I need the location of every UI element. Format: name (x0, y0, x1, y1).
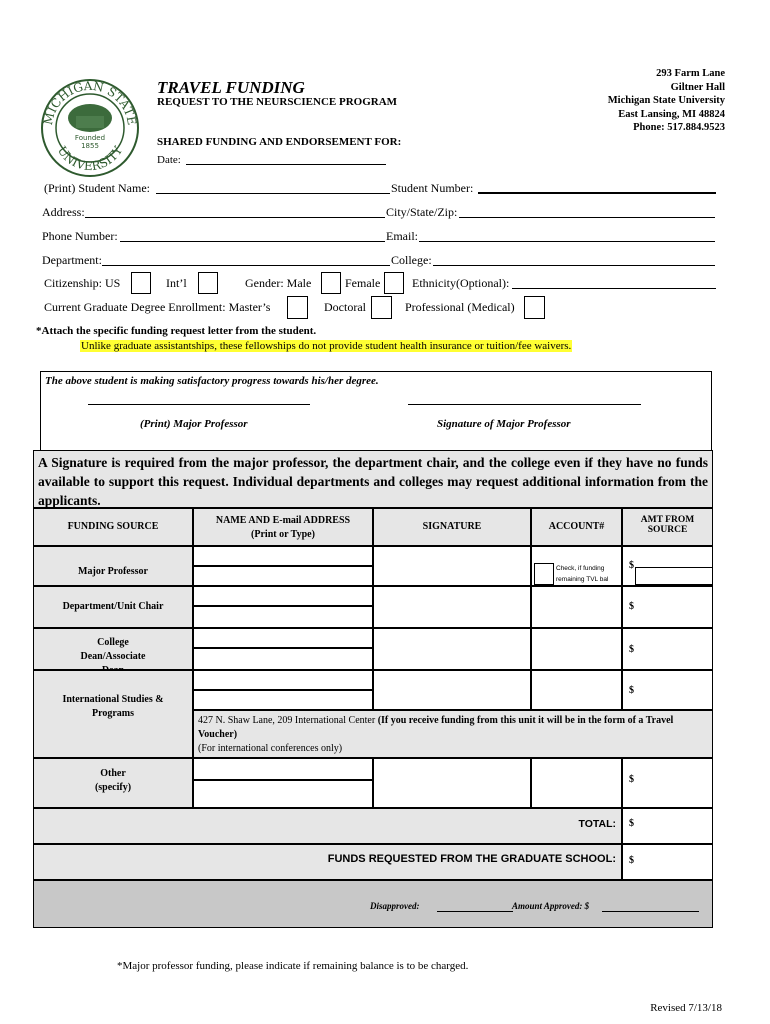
header-name-text: NAME AND E-mail ADDRESS (215, 515, 351, 526)
gender-male-checkbox[interactable] (321, 272, 341, 294)
major-account-cell (531, 546, 622, 586)
address-line: East Lansing, MI 48824 (618, 108, 725, 120)
intl-signature-field[interactable] (373, 670, 531, 710)
professional-label: Professional (Medical) (405, 300, 515, 314)
form-subtitle: REQUEST TO THE NEURSCIENCE PROGRAM (157, 96, 398, 108)
header-name-email (193, 508, 373, 546)
address-field[interactable] (85, 217, 385, 218)
signature-notice: A Signature is required from the major professor, the department chair, and the college even if they have no funds available to support this request. Individual departments and colleges may request additional information from the applicants. (33, 450, 713, 508)
dept-amt-field[interactable] (622, 586, 713, 628)
college-name-field[interactable] (193, 628, 373, 648)
college-field[interactable] (433, 265, 715, 266)
print-major-text: (Print) Major Professor (140, 418, 248, 430)
header-amt-text: AMT FROM SOURCE (640, 515, 695, 535)
balance-check-note: Check, if funding remaining TVL bal (556, 565, 609, 583)
ethnicity-label: Ethnicity(Optional): (412, 276, 510, 290)
header-name-sub-text: (Print or Type) (251, 529, 315, 540)
other-name-field[interactable] (193, 758, 373, 780)
department-field[interactable] (102, 265, 390, 266)
form-title: TRAVEL FUNDING (157, 78, 305, 97)
address-line: Giltner Hall (670, 81, 725, 93)
funds-row (33, 844, 622, 880)
disapproved-field[interactable] (437, 911, 513, 912)
row-college-text: College Dean/Associate (80, 637, 146, 662)
intl-name-field[interactable] (193, 670, 373, 690)
svg-text:UNIVERSITY: UNIVERSITY (54, 143, 126, 174)
funds-amt-field[interactable] (622, 844, 713, 880)
college-dollar: $ (629, 644, 634, 655)
city-label: City/State/Zip: (386, 205, 458, 219)
phone-label: Phone Number: (42, 229, 118, 243)
other-amt-field[interactable] (622, 758, 713, 808)
header-account (531, 508, 622, 546)
address-line: Michigan State University (607, 95, 725, 106)
major-signature-field[interactable] (373, 546, 531, 586)
female-label: Female (345, 276, 381, 290)
header-funding-source (33, 508, 193, 546)
footnote: *Major professor funding, please indicate if remaining balance is to be charged. (117, 960, 469, 972)
other-signature-field[interactable] (373, 758, 531, 808)
approval-row (33, 880, 713, 928)
print-major-label (140, 418, 248, 430)
funds-dollar: $ (629, 855, 634, 866)
major-professor-name-field[interactable] (88, 404, 310, 405)
total-dollar: $ (629, 818, 634, 829)
intl-label: Int’l (166, 276, 187, 290)
college-amt-field[interactable] (622, 628, 713, 670)
gender-female-checkbox[interactable] (384, 272, 404, 294)
ethnicity-field[interactable] (512, 288, 716, 289)
sig-major-label (437, 418, 571, 430)
doctoral-label: Doctoral (324, 300, 366, 314)
row-intl-text: International Studies & Programs (62, 694, 164, 719)
row-label-college (33, 628, 193, 670)
dept-signature-field[interactable] (373, 586, 531, 628)
student-name-field[interactable] (156, 193, 390, 194)
other-account-field[interactable] (531, 758, 622, 808)
amount-approved-label: Amount Approved: $ (512, 901, 590, 911)
intl-account-field[interactable] (531, 670, 622, 710)
row-label-major (33, 546, 193, 586)
enrollment-doctoral-checkbox[interactable] (371, 296, 392, 319)
major-amt-field[interactable] (635, 567, 713, 585)
sig-major-text: Signature of Major Professor (437, 418, 571, 430)
intl-voucher-note: (If you receive funding from this unit it will be in the form of a Travel Voucher) (198, 715, 674, 740)
intl-address: 427 N. Shaw Lane, 209 International Center (198, 715, 376, 726)
dept-email-field[interactable] (193, 606, 373, 628)
funds-label: FUNDS REQUESTED FROM THE GRADUATE SCHOOL: (327, 853, 616, 865)
major-dollar: $ (629, 560, 634, 571)
amount-approved-field[interactable] (602, 911, 699, 912)
student-name-label: (Print) Student Name: (44, 181, 150, 195)
intl-info (193, 710, 713, 758)
college-account-field[interactable] (531, 628, 622, 670)
intl-amt-field[interactable] (622, 670, 713, 710)
date-label: Date: (157, 154, 181, 166)
header-signature (373, 508, 531, 546)
dept-account-field[interactable] (531, 586, 622, 628)
enrollment-professional-checkbox[interactable] (524, 296, 545, 319)
college-email-field[interactable] (193, 648, 373, 670)
college-label: College: (391, 253, 432, 267)
attach-note: *Attach the specific funding request letter from the student. (36, 325, 317, 337)
fellowship-note: Unlike graduate assistantships, these fellowships do not provide student health insurance or tuition/fee waivers. (81, 340, 572, 352)
major-name-field[interactable] (193, 546, 373, 566)
row-dept-text: Department/Unit Chair (62, 601, 164, 612)
row-label-dept (33, 586, 193, 628)
revised-date: Revised 7/13/18 (650, 1002, 722, 1014)
header-signature-text: SIGNATURE (422, 521, 482, 532)
dept-name-field[interactable] (193, 586, 373, 606)
address-label: Address: (42, 205, 85, 219)
svg-text:Founded: Founded (74, 134, 106, 142)
row-major-text: Major Professor (78, 566, 148, 577)
other-dollar: $ (629, 774, 634, 785)
total-amt-field[interactable] (622, 808, 713, 844)
disapproved-label: Disapproved: (370, 901, 420, 911)
row-other-text: Other (specify) (94, 768, 132, 793)
other-email-field[interactable] (193, 780, 373, 808)
major-amt-cell (622, 546, 713, 586)
citizenship-intl-checkbox[interactable] (198, 272, 218, 294)
gender-label: Gender: Male (245, 276, 312, 290)
citizenship-label: Citizenship: US (44, 276, 121, 290)
city-field[interactable] (459, 217, 715, 218)
college-signature-field[interactable] (373, 628, 531, 670)
header-source-text: FUNDING SOURCE (67, 521, 159, 532)
major-professor-signature-field[interactable] (408, 404, 641, 405)
email-field[interactable] (419, 241, 715, 242)
intl-email-field[interactable] (193, 690, 373, 710)
student-number-label: Student Number: (391, 181, 474, 195)
total-label: TOTAL: (578, 818, 616, 830)
address-line: 293 Farm Lane (656, 68, 725, 79)
enrollment-label: Current Graduate Degree Enrollment: Master’s (44, 300, 271, 314)
row-label-intl (33, 670, 193, 758)
progress-statement: The above student is making satisfactory progress towards his/her degree. (45, 375, 379, 387)
address-block (608, 67, 725, 135)
phone-field[interactable] (120, 241, 385, 242)
header-account-text: ACCOUNT# (548, 521, 605, 532)
date-field[interactable] (186, 164, 386, 165)
msu-seal-icon (40, 78, 140, 178)
address-line: Phone: 517.884.9523 (633, 122, 725, 133)
major-email-field[interactable] (193, 566, 373, 586)
header-amt (622, 508, 713, 546)
intl-conference-note: (For international conferences only) (198, 743, 343, 754)
student-number-field[interactable] (478, 192, 716, 194)
citizenship-us-checkbox[interactable] (131, 272, 151, 294)
row-label-other (33, 758, 193, 808)
svg-text:MICHIGAN STATE: MICHIGAN STATE (40, 78, 140, 127)
enrollment-masters-checkbox[interactable] (287, 296, 308, 319)
svg-text:1855: 1855 (81, 142, 99, 150)
department-label: Department: (42, 253, 102, 267)
dept-dollar: $ (629, 601, 634, 612)
email-label: Email: (386, 229, 418, 243)
intl-dollar: $ (629, 685, 634, 696)
shared-funding-label: SHARED FUNDING AND ENDORSEMENT FOR: (157, 136, 402, 148)
major-balance-checkbox[interactable] (534, 563, 554, 585)
total-row (33, 808, 622, 844)
